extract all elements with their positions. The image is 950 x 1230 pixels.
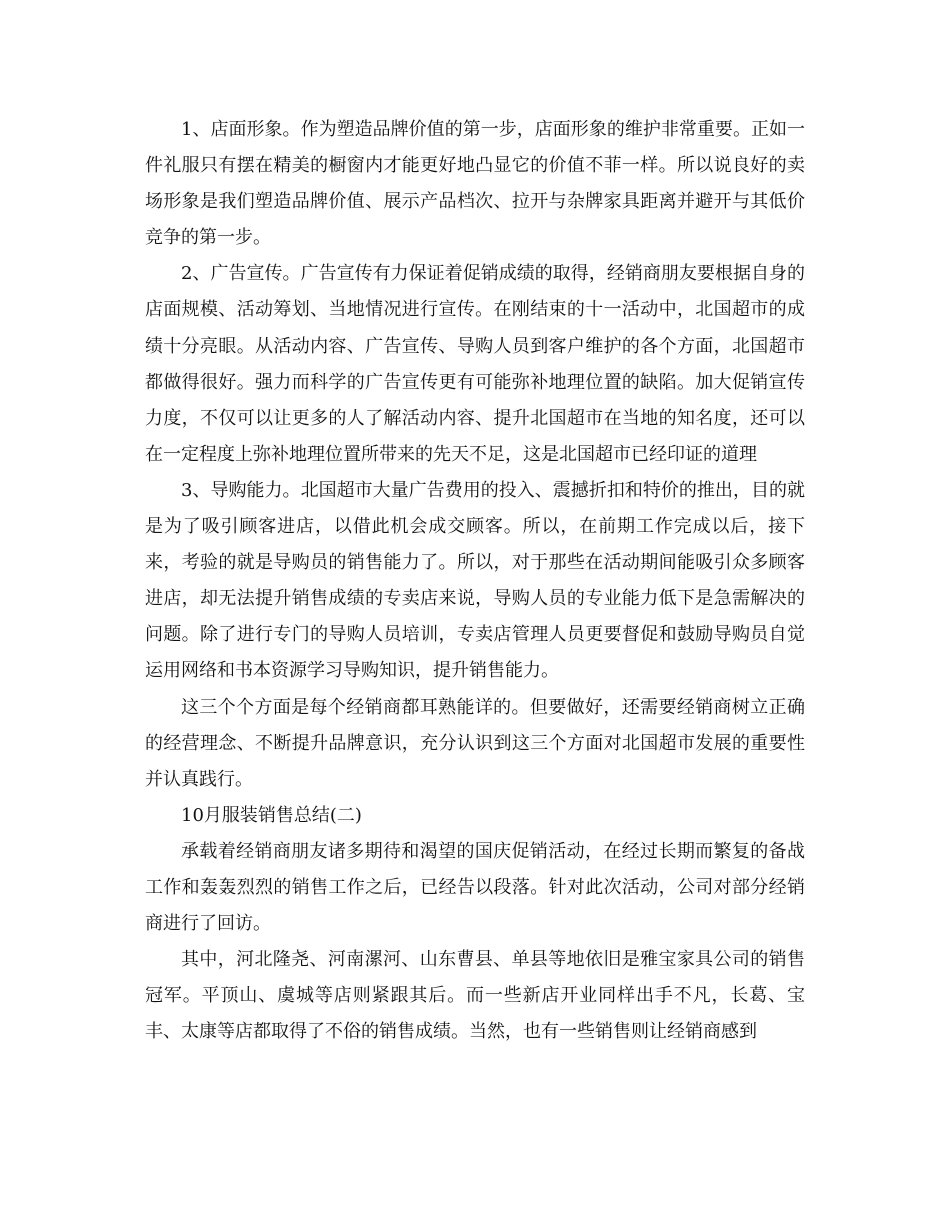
paragraph-advertising: 2、广告宣传。广告宣传有力保证着促销成绩的取得，经销商朋友要根据自身的店面规模、活动筹划、当地情况进行宣传。在刚结束的十一活动中，北国超市的成绩十分亮眼。从活动内容、广告宣传、导购人员到客户维护的各个方面，北国超市都做得很好。强力而科学的广告宣传更有可能弥补地理位置的缺陷。加大促销宣传力度，不仅可以让更多的人了解活动内容、提升北国超市在当地的知名度，还可以在一定程度上弥补地理位置所带来的先天不足，这是北国超市已经印证的道理 [145,263,805,465]
section-heading: 10月服装销售总结(二) [181,804,362,826]
paragraph-sales-champions: 其中，河北隆尧、河南漯河、山东曹县、单县等地依旧是雅宝家具公司的销售冠军。平顶山、虞城等店则紧跟其后。而一些新店开业同样出手不凡，长葛、宝丰、太康等店都取得了不俗的销售成绩。当然，也有一些销售则让经销商感到 [145,949,805,1043]
paragraph-national-day-promotion: 承载着经销商朋友诸多期待和渴望的国庆促销活动，在经过长期而繁复的备战工作和轰轰烈烈的销售工作之后，已经告以段落。针对此次活动，公司对部分经销商进行了回访。 [145,840,805,935]
paragraph-summary: 这三个个方面是每个经销商都耳熟能详的。但要做好，还需要经销商树立正确的经营理念、不断提升品牌意识，充分认识到这三个方面对北国超市发展的重要性并认真践行。 [145,696,805,790]
paragraph-store-image: 1、店面形象。作为塑造品牌价值的第一步，店面形象的维护非常重要。正如一件礼服只有摆在精美的橱窗内才能更好地凸显它的价值不菲一样。所以说良好的卖场形象是我们塑造品牌价值、展示产品档次、拉开与杂牌家具距离并避开与其低价竞争的第一步。 [145,119,805,249]
paragraph-sales-ability: 3、导购能力。北国超市大量广告费用的投入、震撼折扣和特价的推出，目的就是为了吸引顾客进店，以借此机会成交顾客。所以，在前期工作完成以后，接下来，考验的就是导购员的销售能力了。所以，对于那些在活动期间能吸引众多顾客进店，却无法提升销售成绩的专卖店来说，导购人员的专业能力低下是急需解决的问题。除了进行专门的导购人员培训，专卖店管理人员更要督促和鼓励导购员自觉运用网络和书本资源学习导购知识，提升销售能力。 [145,479,805,682]
document-body [145,112,805,1050]
